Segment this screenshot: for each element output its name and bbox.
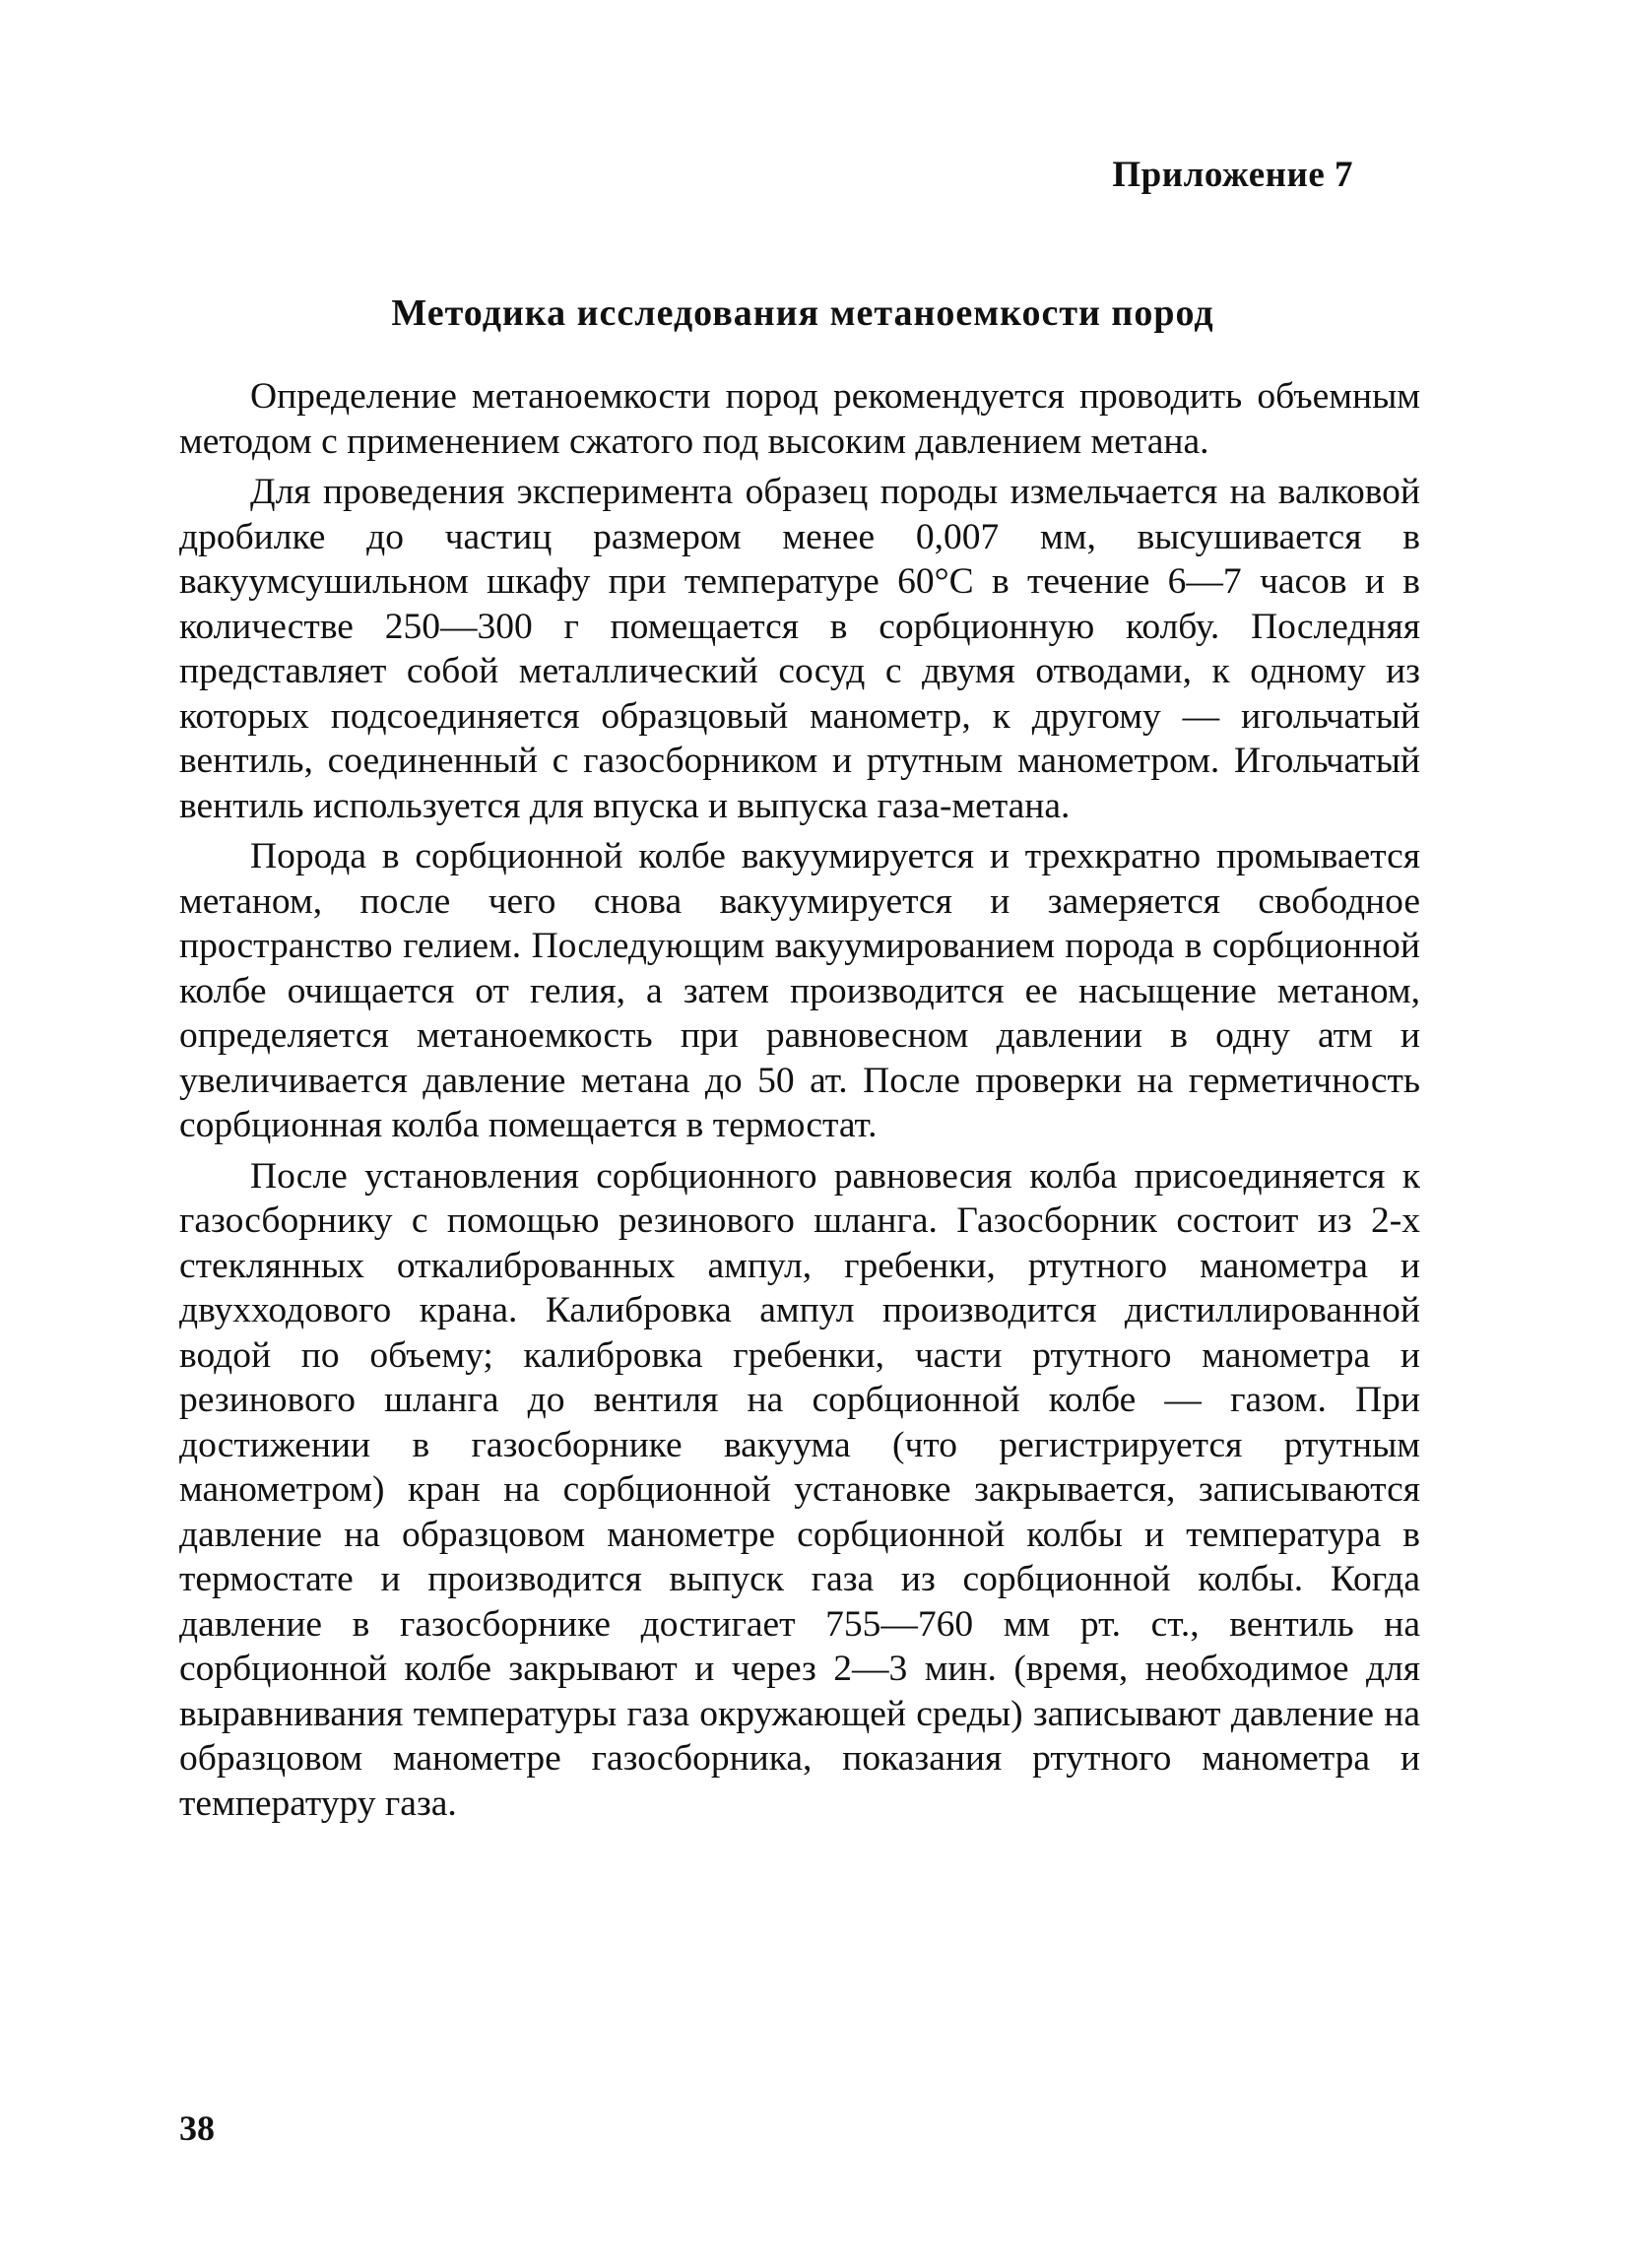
page-number: 38 [179, 2108, 215, 2148]
document-body [179, 374, 1420, 1832]
paragraph-3: Порода в сорбционной колбе вакуумируется и трехкратно промывается метаном, после чего снова вакуумируется и замеряется свободное пространство гелием. Последующим вакуумированием порода в сорбционной колбе очищается от гелия, а затем производится ее насыщение метаном, определяется метаноемкость при равновесном давлении в одну атм и увеличивается давление метана до 50 ат. После проверки на герметичность сорбционная колба помещается в термостат. [179, 836, 1420, 1145]
paragraph-2: Для проведения эксперимента образец породы измельчается на валковой дробилке до частиц размером менее 0,007 мм, высушивается в вакуумсушильном шкафу при температуре 60°С в течение 6—7 часов и в количестве 250—300 г помещается в сорбционную колбу. Последняя представляет собой металлический сосуд с двумя отводами, к одному из которых подсоединяется образцовый манометр, к другому — игольчатый вентиль, соединенный с газосборником и ртутным манометром. Игольчатый вентиль используется для впуска и выпуска газа-метана. [179, 472, 1420, 826]
appendix-label: Приложение 7 [1112, 155, 1353, 195]
paragraph-1: Определение метаноемкости пород рекомендуется проводить объемным методом с применением сжатого под высоким давлением метана. [179, 376, 1420, 462]
paragraph-4: После установления сорбционного равновесия колба присоединяется к газосборнику с помощью резинового шланга. Газосборник состоит из 2-х стеклянных откалиброванных ампул, гребенки, ртутного манометра и двухходового крана. Калибровка ампул производится дистиллированной водой по объему; калибровка гребенки, части ртутного манометра и резинового шланга до вентиля на сорбционной колбе — газом. При достижении в газосборнике вакуума (что регистрируется ртутным манометром) кран на сорбционной установке закрывается, записываются давление на образцовом манометре сорбционной колбы и температура в термостате и производится выпуск газа из сорбционной колбы. Когда давление в газосборнике достигает 755—760 мм рт. ст., вентиль на сорбционной колбе закрывают и через 2—3 мин. (время, необходимое для выравнивания температуры газа окружающей среды) записывают давление на образцовом манометре газосборника, показания ртутного манометра и температуру газа. [179, 1155, 1420, 1824]
document-title: Методика исследования метаноемкости пород [391, 292, 1214, 334]
